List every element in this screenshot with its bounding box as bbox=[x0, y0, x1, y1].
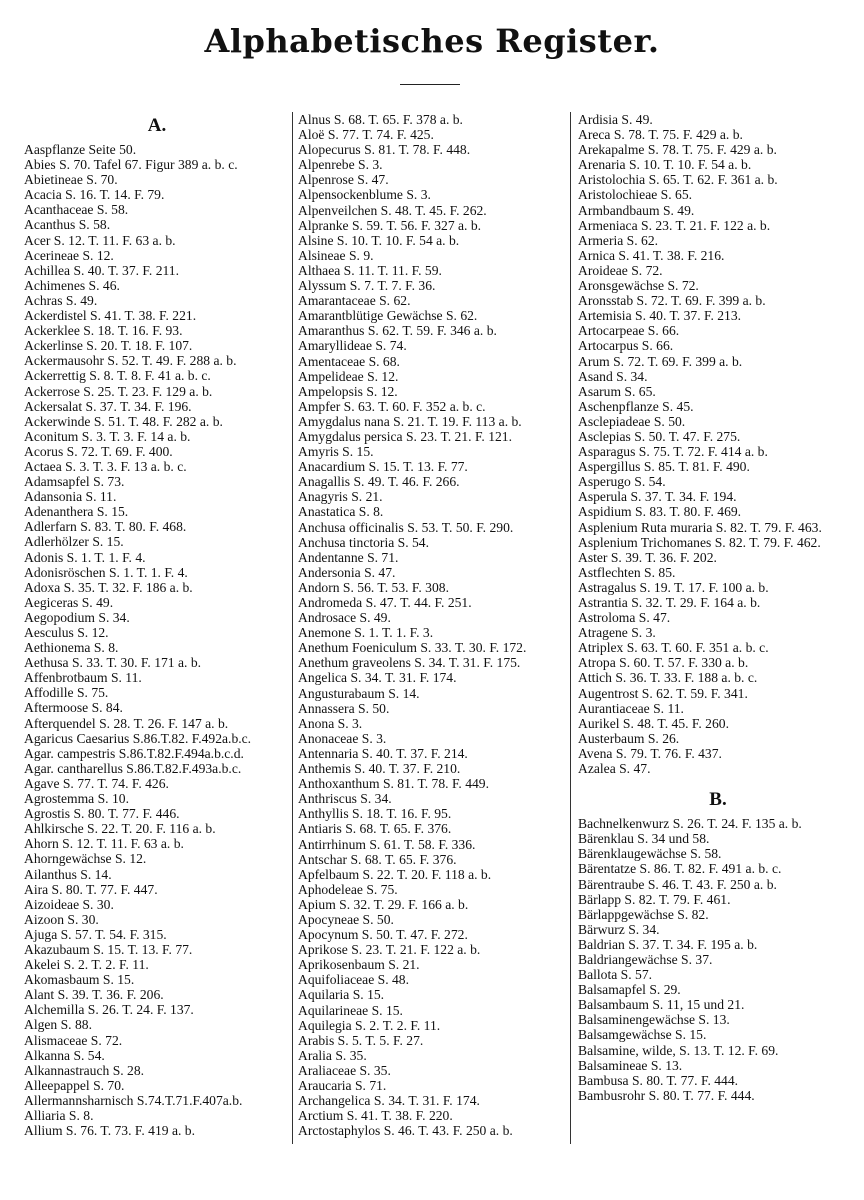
index-entry: Apfelbaum S. 22. T. 20. F. 118 a. b. bbox=[298, 866, 492, 882]
index-entry: Adonisröschen S. 1. T. 1. F. 4. bbox=[24, 564, 188, 580]
index-entry: Alsine S. 10. T. 10. F. 54 a. b. bbox=[298, 232, 460, 248]
index-entry: Anthoxanthum S. 81. T. 78. F. 449. bbox=[298, 776, 489, 792]
index-entry: Ailanthus S. 14. bbox=[24, 866, 112, 882]
index-entry: Ackerklee S. 18. T. 16. F. 93. bbox=[24, 323, 183, 339]
index-entry: Aspergillus S. 85. T. 81. F. 490. bbox=[578, 459, 750, 475]
index-entry: Balsambaum S. 11, 15 und 21. bbox=[578, 997, 745, 1013]
index-entry: Arnica S. 41. T. 38. F. 216. bbox=[578, 247, 725, 263]
index-entry: Aronsgewächse S. 72. bbox=[578, 278, 699, 294]
index-entry: Aristolochieae S. 65. bbox=[578, 187, 693, 203]
index-entry: Acer S. 12. T. 11. F. 63 a. b. bbox=[24, 232, 176, 248]
index-entry: Asarum S. 65. bbox=[578, 383, 656, 399]
index-entry: Arctostaphylos S. 46. T. 43. F. 250 a. b. bbox=[298, 1123, 513, 1139]
index-entry: Arabis S. 5. T. 5. F. 27. bbox=[298, 1032, 424, 1048]
index-entry: Aquilarineae S. 15. bbox=[298, 1002, 403, 1018]
index-entry: Amyris S. 15. bbox=[298, 444, 374, 460]
index-entry: Amaryllideae S. 74. bbox=[298, 338, 407, 354]
column-divider-2 bbox=[570, 112, 571, 1144]
index-entry: Anagyris S. 21. bbox=[298, 489, 383, 505]
index-entry: Antirrhinum S. 61. T. 58. F. 336. bbox=[298, 836, 476, 852]
index-entry: Azalea S. 47. bbox=[578, 761, 651, 777]
index-entry: Alyssum S. 7. T. 7. F. 36. bbox=[298, 278, 436, 294]
index-entry: Aurantiaceae S. 11. bbox=[578, 700, 684, 716]
index-entry: Aprikosenbaum S. 21. bbox=[298, 957, 420, 973]
index-entry: Amygdalus nana S. 21. T. 19. F. 113 a. b. bbox=[298, 413, 522, 429]
index-entry: Aesculus S. 12. bbox=[24, 625, 109, 640]
index-entry: Aquilaria S. 15. bbox=[298, 987, 385, 1003]
index-entry: Avena S. 79. T. 76. F. 437. bbox=[578, 745, 722, 761]
index-entry: Asperugo S. 54. bbox=[578, 474, 666, 490]
index-entry: Astragalus S. 19. T. 17. F. 100 a. b. bbox=[578, 579, 769, 595]
index-entry: Agrostemma S. 10. bbox=[24, 791, 129, 807]
index-entry: Alpenrebe S. 3. bbox=[298, 157, 383, 173]
index-entry: Anthriscus S. 34. bbox=[298, 791, 392, 807]
index-entry: Asplenium Trichomanes S. 82. T. 79. F. 462. bbox=[578, 534, 821, 550]
index-entry: Anemone S. 1. T. 1. F. 3. bbox=[298, 625, 434, 641]
section-heading-b: B. bbox=[709, 789, 727, 811]
index-entry: Araliaceae S. 35. bbox=[298, 1062, 391, 1078]
index-entry: Agar. campestris S.86.T.82.F.494a.b.c.d. bbox=[24, 745, 244, 761]
index-entry: Asclepias S. 50. T. 47. F. 275. bbox=[578, 428, 741, 444]
index-entry: Balsamine, wilde, S. 13. T. 12. F. 69. bbox=[578, 1042, 779, 1058]
index-entry: Ampelopsis S. 12. bbox=[298, 383, 398, 399]
index-entry: Aftermoose S. 84. bbox=[24, 700, 123, 716]
index-entry: Asperula S. 37. T. 34. F. 194. bbox=[578, 489, 737, 505]
index-entry: Artocarpeae S. 66. bbox=[578, 323, 680, 339]
index-entry: Aizoideae S. 30. bbox=[24, 896, 114, 912]
index-entry: Arum S. 72. T. 69. F. 399 a. b. bbox=[578, 353, 743, 369]
index-entry: Baldrian S. 37. T. 34. F. 195 a. b. bbox=[578, 936, 758, 952]
index-entry: Aster S. 39. T. 36. F. 202. bbox=[578, 549, 717, 565]
index-entry: Agaricus Caesarius S.86.T.82. F.492a.b.c. bbox=[24, 730, 252, 746]
index-entry: Abietineae S. 70. bbox=[24, 172, 118, 188]
index-entry: Atriplex S. 63. T. 60. F. 351 a. b. c. bbox=[578, 640, 769, 656]
index-entry: Acacia S. 16. T. 14. F. 79. bbox=[24, 187, 165, 203]
index-entry: Ardisia S. 49. bbox=[578, 112, 653, 127]
index-entry: Aizoon S. 30. bbox=[24, 911, 99, 927]
index-entry: Acerineae S. 12. bbox=[24, 247, 114, 263]
index-entry: Adansonia S. 11. bbox=[24, 489, 117, 505]
index-entry: Alpenveilchen S. 48. T. 45. F. 262. bbox=[298, 202, 487, 218]
index-entry: Araucaria S. 71. bbox=[298, 1078, 387, 1093]
index-entry: Alkanna S. 54. bbox=[24, 1047, 105, 1063]
index-entry: Asand S. 34. bbox=[578, 368, 648, 384]
index-entry: Bachnelkenwurz S. 26. T. 24. F. 135 a. b. bbox=[578, 816, 802, 832]
index-entry: Amentaceae S. 68. bbox=[298, 353, 400, 369]
index-entry: Alkannastrauch S. 28. bbox=[24, 1062, 145, 1078]
entry-list bbox=[24, 142, 290, 1138]
index-entry: Annassera S. 50. bbox=[298, 700, 390, 716]
index-entry: Aristolochia S. 65. T. 62. F. 361 a. b. bbox=[578, 172, 778, 188]
index-entry: Armbandbaum S. 49. bbox=[578, 202, 695, 218]
index-entry: Apocyneae S. 50. bbox=[298, 911, 394, 927]
index-entry: Acanthus S. 58. bbox=[24, 217, 111, 233]
index-entry: Allium S. 76. T. 73. F. 419 a. b. bbox=[24, 1123, 195, 1139]
index-entry: Arekapalme S. 78. T. 75. F. 429 a. b. bbox=[578, 142, 777, 158]
index-entry: Angelica S. 34. T. 31. F. 174. bbox=[298, 670, 457, 686]
index-entry: Aira S. 80. T. 77. F. 447. bbox=[24, 881, 158, 897]
index-column-2 bbox=[298, 112, 566, 1138]
index-entry: Arctium S. 41. T. 38. F. 220. bbox=[298, 1108, 453, 1124]
index-entry: Ampelideae S. 12. bbox=[298, 368, 399, 384]
index-entry: Aegopodium S. 34. bbox=[24, 609, 130, 625]
index-entry: Arenaria S. 10. T. 10. F. 54 a. b. bbox=[578, 157, 752, 173]
index-entry: Aaspflanze Seite 50. bbox=[24, 142, 137, 157]
section-heading-a: A. bbox=[147, 115, 167, 136]
index-entry: Adenanthera S. 15. bbox=[24, 504, 129, 520]
index-entry: Astrantia S. 32. T. 29. F. 164 a. b. bbox=[578, 595, 761, 610]
index-entry: Achras S. 49. bbox=[24, 292, 98, 308]
index-entry: Aralia S. 35. bbox=[298, 1047, 367, 1063]
index-entry: Althaea S. 11. T. 11. F. 59. bbox=[298, 262, 442, 278]
index-entry: Ballota S. 57. bbox=[578, 967, 653, 983]
index-entry: Alismaceae S. 72. bbox=[24, 1032, 123, 1048]
index-entry: Aquifoliaceae S. 48. bbox=[298, 972, 409, 988]
index-entry: Agave S. 77. T. 74. F. 426. bbox=[24, 775, 169, 791]
index-entry: Alleepappel S. 70. bbox=[24, 1077, 125, 1093]
index-entry: Affenbrotbaum S. 11. bbox=[24, 670, 142, 686]
index-entry: Apocynum S. 50. T. 47. F. 272. bbox=[298, 927, 468, 943]
index-entry: Bärentraube S. 46. T. 43. F. 250 a. b. bbox=[578, 876, 777, 892]
index-entry: Andorn S. 56. T. 53. F. 308. bbox=[298, 579, 449, 595]
index-entry: Anagallis S. 49. T. 46. F. 266. bbox=[298, 474, 460, 490]
index-entry: Bärentatze S. 86. T. 82. F. 491 a. b. c. bbox=[578, 861, 782, 877]
index-entry: Algen S. 88. bbox=[24, 1017, 92, 1033]
index-entry: Adamsapfel S. 73. bbox=[24, 474, 125, 490]
index-entry: Augentrost S. 62. T. 59. F. 341. bbox=[578, 685, 748, 701]
index-entry: Aethusa S. 33. T. 30. F. 171 a. b. bbox=[24, 655, 202, 671]
column-divider-1 bbox=[292, 112, 293, 1144]
index-entry: Abies S. 70. Tafel 67. Figur 389 a. b. c. bbox=[24, 157, 238, 173]
index-entry: Anthyllis S. 18. T. 16. F. 95. bbox=[298, 806, 452, 822]
index-entry: Areca S. 78. T. 75. F. 429 a. b. bbox=[578, 127, 743, 143]
index-entry: Actaea S. 3. T. 3. F. 13 a. b. c. bbox=[24, 458, 187, 474]
index-entry: Atragene S. 3. bbox=[578, 625, 656, 641]
index-entry: Archangelica S. 34. T. 31. F. 174. bbox=[298, 1093, 480, 1109]
index-entry: Alliaria S. 8. bbox=[24, 1108, 94, 1123]
entry-list bbox=[578, 112, 858, 776]
index-entry: Aloë S. 77. T. 74. F. 425. bbox=[298, 127, 434, 143]
index-entry: Akomasbaum S. 15. bbox=[24, 972, 135, 988]
index-entry: Affodille S. 75. bbox=[24, 685, 109, 701]
index-entry: Antschar S. 68. T. 65. F. 376. bbox=[298, 851, 457, 867]
index-entry: Angusturabaum S. 14. bbox=[298, 685, 420, 701]
index-entry: Balsamgewächse S. 15. bbox=[578, 1027, 707, 1043]
index-entry: Alnus S. 68. T. 65. F. 378 a. b. bbox=[298, 112, 463, 127]
index-entry: Ackersalat S. 37. T. 34. F. 196. bbox=[24, 398, 192, 414]
index-entry: Bambusa S. 80. T. 77. F. 444. bbox=[578, 1072, 739, 1088]
index-entry: Anethum Foeniculum S. 33. T. 30. F. 172. bbox=[298, 640, 527, 656]
index-entry: Akelei S. 2. T. 2. F. 11. bbox=[24, 957, 149, 973]
index-entry: Artemisia S. 40. T. 37. F. 213. bbox=[578, 308, 742, 324]
index-entry: Balsaminengewächse S. 13. bbox=[578, 1012, 730, 1028]
index-entry: Bärwurz S. 34. bbox=[578, 921, 660, 937]
index-entry: Aphodeleae S. 75. bbox=[298, 881, 398, 897]
index-entry: Ackerrose S. 25. T. 23. F. 129 a. b. bbox=[24, 383, 213, 399]
index-entry: Adlerhölzer S. 15. bbox=[24, 534, 124, 550]
index-entry: Aconitum S. 3. T. 3. F. 14 a. b. bbox=[24, 428, 191, 444]
entry-list bbox=[298, 112, 566, 1138]
index-entry: Ackermausohr S. 52. T. 49. F. 288 a. b. bbox=[24, 353, 237, 369]
index-entry: Alchemilla S. 26. T. 24. F. 137. bbox=[24, 1002, 194, 1018]
index-entry: Anchusa tinctoria S. 54. bbox=[298, 534, 430, 550]
index-entry: Anchusa officinalis S. 53. T. 50. F. 290. bbox=[298, 519, 514, 535]
index-entry: Aronsstab S. 72. T. 69. F. 399 a. b. bbox=[578, 293, 766, 309]
entry-list bbox=[578, 816, 858, 1103]
index-entry: Astflechten S. 85. bbox=[578, 564, 676, 580]
index-entry: Amarantblütige Gewächse S. 62. bbox=[298, 308, 478, 324]
index-entry: Amarantaceae S. 62. bbox=[298, 293, 411, 309]
index-entry: Bärlapp S. 82. T. 79. F. 461. bbox=[578, 891, 731, 907]
index-entry: Alpranke S. 59. T. 56. F. 327 a. b. bbox=[298, 217, 482, 233]
index-entry: Atropa S. 60. T. 57. F. 330 a. b. bbox=[578, 655, 749, 671]
index-entry: Apium S. 32. T. 29. F. 166 a. b. bbox=[298, 896, 469, 912]
index-entry: Bärlappgewächse S. 82. bbox=[578, 906, 709, 922]
index-entry: Ahorn S. 12. T. 11. F. 63 a. b. bbox=[24, 836, 184, 852]
index-entry: Antiaris S. 68. T. 65. F. 376. bbox=[298, 821, 452, 837]
index-entry: Antennaria S. 40. T. 37. F. 214. bbox=[298, 745, 468, 761]
index-entry: Agar. cantharellus S.86.T.82.F.493a.b.c. bbox=[24, 760, 242, 776]
index-entry: Aegiceras S. 49. bbox=[24, 594, 114, 610]
index-entry: Aschenpflanze S. 45. bbox=[578, 398, 694, 414]
index-entry: Attich S. 36. T. 33. F. 188 a. b. c. bbox=[578, 670, 758, 686]
index-entry: Asplenium Ruta muraria S. 82. T. 79. F. 463. bbox=[578, 519, 822, 535]
index-entry: Ajuga S. 57. T. 54. F. 315. bbox=[24, 926, 167, 942]
index-entry: Amygdalus persica S. 23. T. 21. F. 121. bbox=[298, 428, 513, 444]
index-entry: Alsineae S. 9. bbox=[298, 247, 374, 263]
page-title: Alphabetisches Register. bbox=[204, 22, 660, 60]
index-entry: Armeria S. 62. bbox=[578, 232, 659, 248]
index-entry: Artocarpus S. 66. bbox=[578, 338, 674, 354]
index-entry: Anthemis S. 40. T. 37. F. 210. bbox=[298, 761, 461, 777]
index-entry: Alpenrose S. 47. bbox=[298, 172, 389, 188]
index-entry: Akazubaum S. 15. T. 13. F. 77. bbox=[24, 941, 193, 957]
index-entry: Acorus S. 72. T. 69. F. 400. bbox=[24, 443, 173, 459]
index-entry: Ackerdistel S. 41. T. 38. F. 221. bbox=[24, 308, 197, 324]
index-entry: Andromeda S. 47. T. 44. F. 251. bbox=[298, 595, 472, 610]
index-entry: Ampfer S. 63. T. 60. F. 352 a. b. c. bbox=[298, 398, 486, 414]
index-entry: Alant S. 39. T. 36. F. 206. bbox=[24, 987, 164, 1003]
index-entry: Agrostis S. 80. T. 77. F. 446. bbox=[24, 806, 180, 822]
index-entry: Adlerfarn S. 83. T. 80. F. 468. bbox=[24, 519, 187, 535]
index-entry: Andersonia S. 47. bbox=[298, 564, 396, 580]
index-entry: Adoxa S. 35. T. 32. F. 186 a. b. bbox=[24, 579, 193, 595]
index-entry: Allermannsharnisch S.74.T.71.F.407a.b. bbox=[24, 1092, 243, 1108]
index-entry: Ahlkirsche S. 22. T. 20. F. 116 a. b. bbox=[24, 821, 216, 837]
index-entry: Acanthaceae S. 58. bbox=[24, 202, 129, 218]
index-entry: Aroideae S. 72. bbox=[578, 262, 663, 278]
index-column-3 bbox=[578, 112, 858, 1103]
index-entry: Balsamineae S. 13. bbox=[578, 1057, 683, 1073]
index-entry: Armeniaca S. 23. T. 21. F. 122 a. b. bbox=[578, 217, 771, 233]
index-entry: Adonis S. 1. T. 1. F. 4. bbox=[24, 549, 146, 565]
index-column-1 bbox=[24, 112, 290, 1138]
index-entry: Ackerlinse S. 20. T. 18. F. 107. bbox=[24, 338, 193, 354]
index-entry: Androsace S. 49. bbox=[298, 610, 391, 626]
index-entry: Anona S. 3. bbox=[298, 715, 363, 731]
index-entry: Bärenklau S. 34 und 58. bbox=[578, 831, 710, 847]
index-entry: Ahorngewächse S. 12. bbox=[24, 851, 147, 867]
index-entry: Bärenklaugewächse S. 58. bbox=[578, 846, 722, 862]
index-entry: Balsamapfel S. 29. bbox=[578, 982, 681, 998]
index-entry: Alopecurus S. 81. T. 78. F. 448. bbox=[298, 142, 471, 158]
index-entry: Baldriangewächse S. 37. bbox=[578, 951, 713, 967]
index-entry: Astroloma S. 47. bbox=[578, 610, 671, 626]
index-entry: Asclepiadeae S. 50. bbox=[578, 413, 686, 429]
index-entry: Andentanne S. 71. bbox=[298, 549, 399, 565]
index-entry: Aethionema S. 8. bbox=[24, 640, 119, 656]
index-entry: Aurikel S. 48. T. 45. F. 260. bbox=[578, 715, 729, 731]
index-entry: Afterquendel S. 28. T. 26. F. 147 a. b. bbox=[24, 715, 229, 731]
title-divider bbox=[400, 84, 460, 85]
index-entry: Aprikose S. 23. T. 21. F. 122 a. b. bbox=[298, 942, 481, 958]
index-entry: Anonaceae S. 3. bbox=[298, 730, 387, 746]
index-entry: Ackerwinde S. 51. T. 48. F. 282 a. b. bbox=[24, 413, 223, 429]
index-entry: Achimenes S. 46. bbox=[24, 277, 120, 293]
index-entry: Bambusrohr S. 80. T. 77. F. 444. bbox=[578, 1087, 755, 1103]
index-entry: Ackerrettig S. 8. T. 8. F. 41 a. b. c. bbox=[24, 368, 211, 384]
index-entry: Anastatica S. 8. bbox=[298, 504, 384, 520]
index-entry: Aquilegia S. 2. T. 2. F. 11. bbox=[298, 1017, 441, 1033]
index-entry: Austerbaum S. 26. bbox=[578, 730, 680, 746]
index-entry: Asparagus S. 75. T. 72. F. 414 a. b. bbox=[578, 444, 768, 460]
index-entry: Achillea S. 40. T. 37. F. 211. bbox=[24, 262, 179, 278]
index-entry: Aspidium S. 83. T. 80. F. 469. bbox=[578, 504, 742, 520]
index-entry: Alpensockenblume S. 3. bbox=[298, 187, 431, 203]
index-entry: Amaranthus S. 62. T. 59. F. 346 a. b. bbox=[298, 323, 497, 339]
index-entry: Anacardium S. 15. T. 13. F. 77. bbox=[298, 459, 468, 475]
index-entry: Anethum graveolens S. 34. T. 31. F. 175. bbox=[298, 655, 521, 671]
